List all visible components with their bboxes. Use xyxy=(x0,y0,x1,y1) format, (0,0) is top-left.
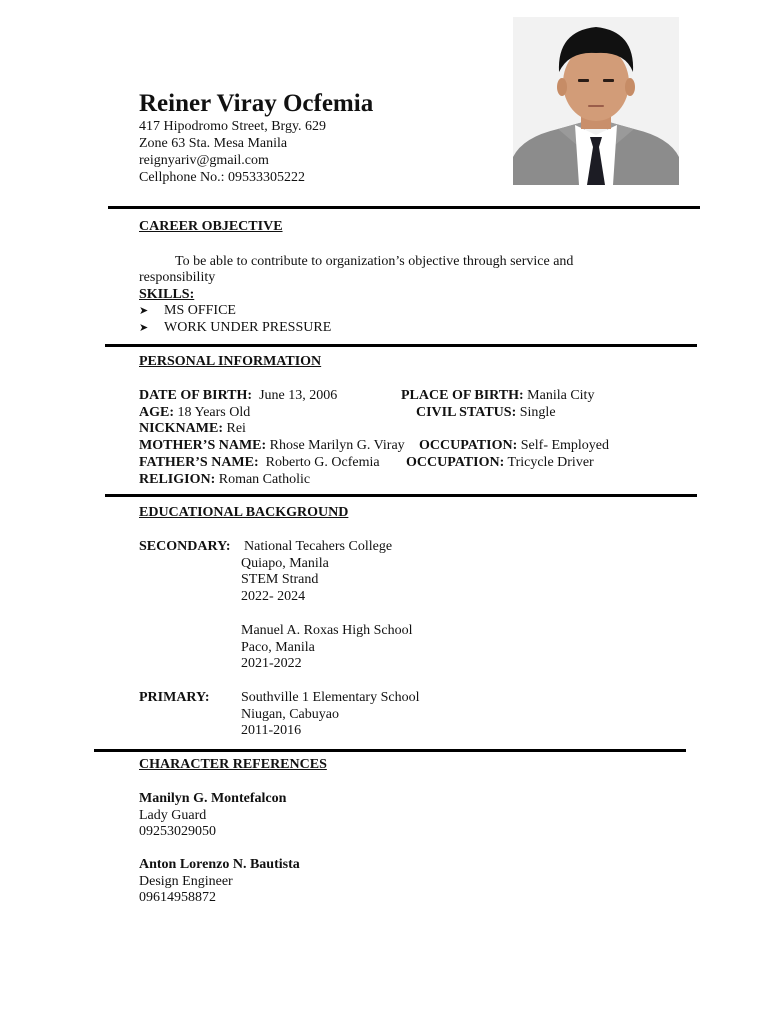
career-objective-text-line2: responsibility xyxy=(139,270,216,285)
reference-name: Anton Lorenzo N. Bautista xyxy=(139,857,300,872)
nickname xyxy=(139,421,246,438)
applicant-name: Reiner Viray Ocfemia xyxy=(139,90,374,117)
father-occupation-label: OCCUPATION: xyxy=(406,455,505,470)
section-divider xyxy=(105,344,697,347)
secondary-school-2-years: 2021-2022 xyxy=(241,656,302,671)
dob-label: DATE OF BIRTH: xyxy=(139,388,253,403)
reference-title: Lady Guard xyxy=(139,807,207,823)
date-of-birth xyxy=(139,388,337,405)
father-occupation-value: Tricycle Driver xyxy=(507,455,594,470)
address-line-2: Zone 63 Sta. Mesa Manila xyxy=(139,136,288,151)
skill-label: MS OFFICE xyxy=(164,303,236,318)
father-name-value: Roberto G. Ocfemia xyxy=(265,455,380,470)
dob-value: June 13, 2006 xyxy=(259,388,338,403)
reference-entry xyxy=(139,857,300,907)
career-objective-text-line1: To be able to contribute to organization’s objective through service and xyxy=(175,254,574,269)
civil-status-label: CIVIL STATUS: xyxy=(416,405,517,420)
age xyxy=(139,405,250,422)
applicant-photo xyxy=(513,17,679,185)
section-divider xyxy=(105,494,697,497)
secondary-label-text: SECONDARY: xyxy=(139,539,231,554)
civil-status-value: Single xyxy=(519,405,556,420)
father-name-label: FATHER’S NAME: xyxy=(139,455,259,470)
personal-info-heading: PERSONAL INFORMATION xyxy=(139,354,322,369)
primary-school-location: Niugan, Cabuyao xyxy=(241,707,339,722)
references-heading: CHARACTER REFERENCES xyxy=(139,757,327,772)
skill-label: WORK UNDER PRESSURE xyxy=(164,320,332,335)
skills-heading: SKILLS: xyxy=(139,287,195,302)
reference-entry xyxy=(139,791,286,841)
place-of-birth xyxy=(401,388,594,405)
secondary-school-1-years: 2022- 2024 xyxy=(241,589,306,604)
address-line-1: 417 Hipodromo Street, Brgy. 629 xyxy=(139,119,327,134)
pob-value: Manila City xyxy=(527,388,595,403)
mother-name-value: Rhose Marilyn G. Viray xyxy=(269,438,405,453)
secondary-label xyxy=(139,539,231,556)
nickname-value: Rei xyxy=(226,421,246,436)
mother-name-label: MOTHER’S NAME: xyxy=(139,438,267,453)
primary-school-years: 2011-2016 xyxy=(241,723,302,738)
religion-label: RELIGION: xyxy=(139,472,216,487)
primary-label xyxy=(139,690,210,707)
education-heading: EDUCATIONAL BACKGROUND xyxy=(139,505,349,520)
religion xyxy=(139,472,310,489)
nickname-label: NICKNAME: xyxy=(139,421,223,436)
email-address: reignyariv@gmail.com xyxy=(139,153,269,168)
contact-block xyxy=(139,119,326,187)
secondary-school-2-location: Paco, Manila xyxy=(241,640,315,655)
primary-school-name: Southville 1 Elementary School xyxy=(241,690,420,705)
mother-occupation xyxy=(419,438,609,455)
cellphone-number: Cellphone No.: 09533305222 xyxy=(139,170,306,185)
secondary-school-1-strand: STEM Strand xyxy=(241,572,319,587)
reference-title: Design Engineer xyxy=(139,873,233,889)
arrow-bullet-icon: ➤ xyxy=(139,304,149,317)
father-name xyxy=(139,455,380,472)
section-divider xyxy=(94,749,686,752)
age-label: AGE: xyxy=(139,405,174,420)
civil-status xyxy=(416,405,556,422)
arrow-bullet-icon: ➤ xyxy=(139,321,149,334)
pob-label: PLACE OF BIRTH: xyxy=(401,388,524,403)
reference-phone: 09253029050 xyxy=(139,824,216,839)
skill-item xyxy=(139,320,331,337)
mother-occupation-value: Self- Employed xyxy=(520,438,610,453)
reference-phone: 09614958872 xyxy=(139,890,216,905)
father-occupation xyxy=(406,455,594,472)
age-value: 18 Years Old xyxy=(177,405,251,420)
section-divider xyxy=(108,206,700,209)
religion-value: Roman Catholic xyxy=(218,472,311,487)
primary-label-text: PRIMARY: xyxy=(139,690,210,705)
reference-name: Manilyn G. Montefalcon xyxy=(139,791,287,806)
secondary-school-1-name: National Tecahers College xyxy=(244,539,393,554)
mother-name xyxy=(139,438,405,455)
secondary-school-1-location: Quiapo, Manila xyxy=(241,556,329,571)
secondary-school-2-name: Manuel A. Roxas High School xyxy=(241,623,413,638)
skill-item xyxy=(139,303,236,320)
career-objective-heading: CAREER OBJECTIVE xyxy=(139,219,283,234)
mother-occupation-label: OCCUPATION: xyxy=(419,438,518,453)
